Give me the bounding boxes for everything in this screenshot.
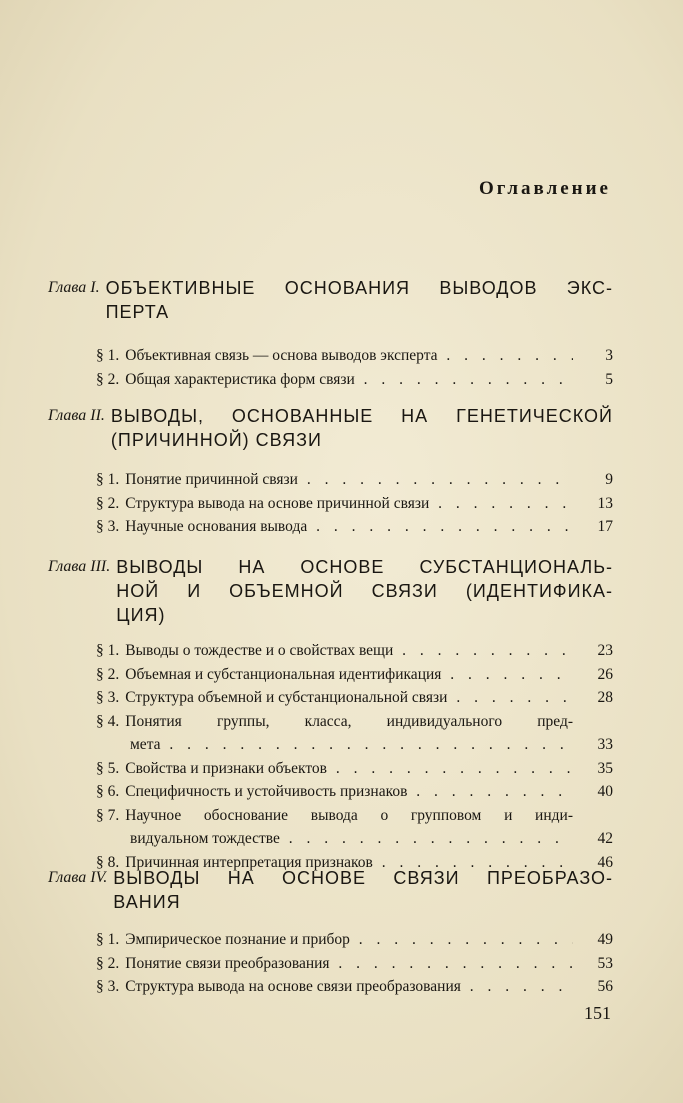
toc-entry[interactable]: § 4. Понятия группы, класса, индивидуального пред- bbox=[96, 712, 573, 730]
chapter-3 bbox=[48, 555, 613, 874]
chapter-label: Глава I. bbox=[48, 279, 100, 296]
toc-entry[interactable]: § 3. Структура объемной и субстанциональной связи . . . 28 bbox=[48, 686, 613, 710]
toc-entry[interactable]: § 5. Свойства и признаки объектов . . . 35 bbox=[48, 757, 613, 781]
toc-entry[interactable]: § 2. Понятие связи преобразования . . . 53 bbox=[48, 952, 613, 976]
chapter-title: ВЫВОДЫ НА ОСНОВЕ СВЯЗИ ПРЕОБРАЗО- ВАНИЯ bbox=[113, 868, 613, 912]
chapter-title: ОБЪЕКТИВНЫЕ ОСНОВАНИЯ ВЫВОДОВ ЭКС- ПЕРТА bbox=[105, 278, 613, 322]
toc-entry[interactable]: § 3. Научные основания вывода . . . 17 bbox=[48, 515, 613, 539]
chapter-4 bbox=[48, 866, 613, 999]
toc-entry[interactable]: § 3. Структура вывода на основе связи преобразования . . . 56 bbox=[48, 975, 613, 999]
chapter-1 bbox=[48, 276, 613, 391]
toc-entry[interactable]: § 1. Понятие причинной связи . . . 9 bbox=[48, 468, 613, 492]
toc-title: Оглавление bbox=[478, 178, 611, 199]
chapter-title: ВЫВОДЫ, ОСНОВАННЫЕ НА ГЕНЕТИЧЕСКОЙ (ПРИЧИННОЙ) СВЯЗИ bbox=[110, 406, 613, 450]
chapter-label: Глава IV. bbox=[48, 869, 108, 886]
chapter-title: ВЫВОДЫ НА ОСНОВЕ СУБСТАНЦИОНАЛЬ- НОЙ И ОБЪЕМНОЙ СВЯЗИ (ИДЕНТИФИКА- ЦИЯ) bbox=[116, 557, 613, 625]
chapter-label: Глава II. bbox=[48, 407, 105, 424]
toc-entry-continued[interactable]: видуальном тождестве . . . 42 bbox=[48, 827, 613, 851]
chapter-2 bbox=[48, 404, 613, 539]
toc-entry[interactable]: § 2. Структура вывода на основе причинной связи . . . 13 bbox=[48, 492, 613, 516]
toc-entry[interactable]: § 2. Объемная и субстанциональная идентификация . . . 26 bbox=[48, 663, 613, 687]
page-number: 151 bbox=[584, 1003, 611, 1023]
toc-entry[interactable]: § 8. Причинная интерпретация признаков . . . 46 bbox=[48, 851, 613, 875]
toc-entry-continued[interactable]: мета . . . 33 bbox=[48, 733, 613, 757]
toc-entry[interactable]: § 1. Эмпирическое познание и прибор . . . 49 bbox=[48, 928, 613, 952]
toc-entry[interactable]: § 2. Общая характеристика форм связи . . . 5 bbox=[48, 368, 613, 392]
toc-entry[interactable]: § 1. Выводы о тождестве и о свойствах вещи . . . 23 bbox=[48, 639, 613, 663]
toc-entry[interactable]: § 7. Научное обоснование вывода о групповом и инди- bbox=[96, 806, 573, 824]
toc-entry[interactable]: § 6. Специфичность и устойчивость признаков . . . 40 bbox=[48, 780, 613, 804]
chapter-label: Глава III. bbox=[48, 558, 111, 575]
toc-entry[interactable]: § 1. Объективная связь — основа выводов эксперта . . . 3 bbox=[48, 344, 613, 368]
